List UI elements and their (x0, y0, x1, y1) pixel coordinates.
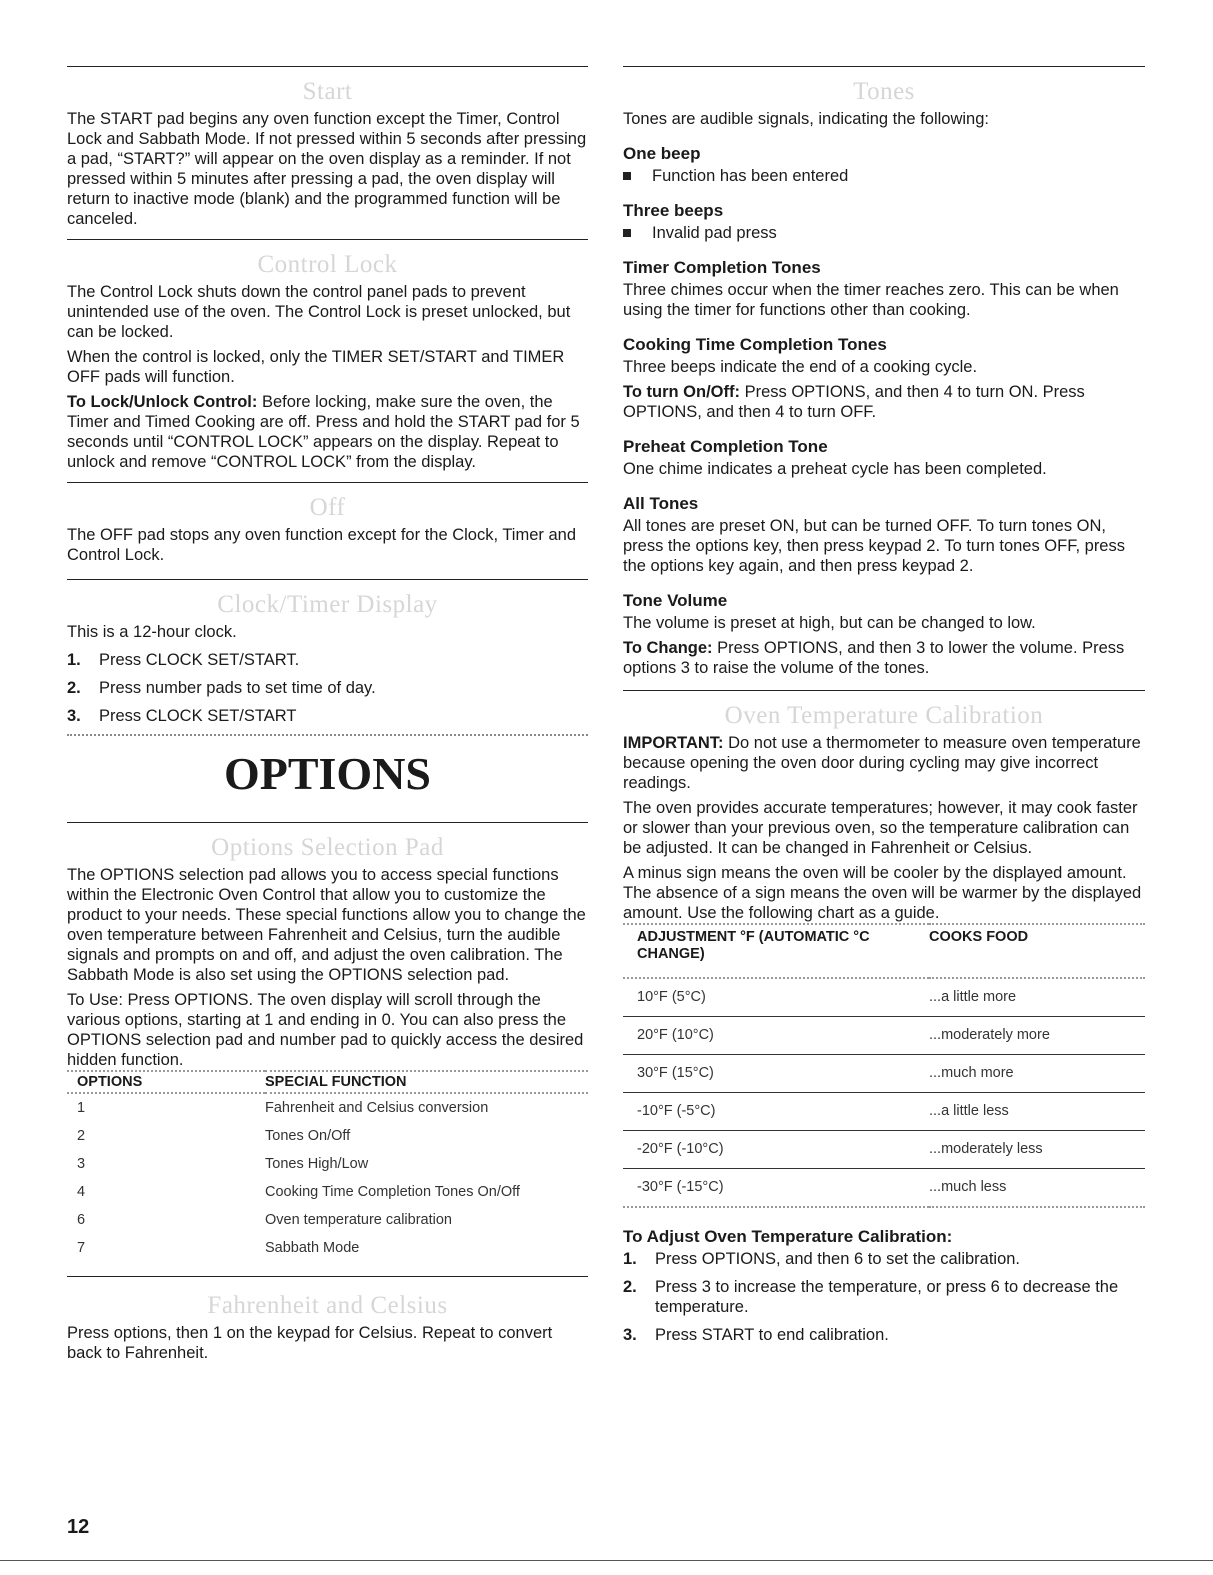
control-lock-body-1: The Control Lock shuts down the control panel pads to prevent unintended use of the oven. The Control Lock is preset unlocked, but can be locked. (67, 283, 571, 341)
timer-completion-body: Three chimes occur when the timer reaches zero. This can be when using the timer for functions other than cooking. (623, 281, 1119, 319)
start-body: The START pad begins any oven function except the Timer, Control Lock and Sabbath Mode. If not pressed within 5 seconds after pressing a pad, “START?” will appear on the oven display as a reminder. If not pressed within 5 minutes after pressing a pad, the oven display will return to inactive mode (blank) and the programmed function will be canceled. (67, 110, 587, 228)
to-change-text: Press OPTIONS, and then 3 to lower the volume. Press options 3 to raise the volume of the tones. (623, 639, 1125, 677)
to-change-paragraph (623, 638, 1145, 678)
column-header: SPECIAL FUNCTION (265, 1071, 588, 1093)
cooking-completion-heading: Cooking Time Completion Tones (623, 335, 887, 354)
section-divider (623, 690, 1145, 691)
tone-volume-heading: Tone Volume (623, 591, 728, 610)
cooks-food-value: ...moderately more (929, 1017, 1145, 1055)
list-item (623, 1325, 1145, 1345)
step-text: Press CLOCK SET/START. (99, 651, 300, 669)
clock-intro: This is a 12-hour clock. (67, 623, 237, 641)
options-pad-title: Options Selection Pad (211, 834, 444, 861)
important-paragraph (623, 733, 1145, 793)
options-pad-body-2: To Use: Press OPTIONS. The oven display will scroll through the various options, starting at 1 and ending in 0. You can also press the OPTIONS selection pad and number pad to quickly access the desired hidden function. (67, 991, 584, 1069)
adjustment-value: -20°F (-10°C) (623, 1131, 929, 1169)
adjustment-value: 10°F (5°C) (623, 978, 929, 1017)
table-row (67, 1206, 588, 1234)
off-body: The OFF pad stops any oven function except for the Clock, Timer and Control Lock. (67, 526, 577, 564)
section-divider (623, 66, 1145, 67)
adjustment-value: -30°F (-15°C) (623, 1169, 929, 1208)
list-item (623, 166, 1145, 186)
start-title: Start (302, 78, 353, 105)
turn-onoff-text: Press OPTIONS, and then 4 to turn ON. Press OPTIONS, and then 4 to turn OFF. (623, 383, 1085, 421)
cooks-food-value: ...much less (929, 1169, 1145, 1208)
section-divider (67, 822, 588, 823)
calibration-title: Oven Temperature Calibration (724, 702, 1044, 729)
fahrenheit-body: Press options, then 1 on the keypad for Celsius. Repeat to convert back to Fahrenheit. (67, 1324, 553, 1362)
table-row (623, 1169, 1145, 1208)
all-tones-body: All tones are preset ON, but can be turned OFF. To turn tones ON, press the options key, then press keypad 2. To turn tones OFF, press the options key again, and then press keypad 2. (623, 517, 1125, 575)
adjustment-value: 30°F (15°C) (623, 1055, 929, 1093)
adjustment-header-text: ADJUSTMENT °F (AUTOMATIC °C CHANGE) (637, 929, 870, 962)
options-pad-body-1: The OPTIONS selection pad allows you to access special functions within the Electronic Oven Control that allow you to customize the product to your needs. These special functions allow you to change the oven temperature between Fahrenheit and Celsius, turn the audible signals and prompts on and off, and adjust the oven calibration. The Sabbath Mode is also set using the OPTIONS selection pad. (67, 866, 586, 984)
tones-intro: Tones are audible signals, indicating the following: (623, 110, 989, 128)
to-change-label: To Change: (623, 639, 713, 657)
table-row (623, 1055, 1145, 1093)
turn-onoff-label: To turn On/Off: (623, 383, 740, 401)
clock-steps (67, 650, 588, 726)
cooks-food-value: ...a little less (929, 1093, 1145, 1131)
column-header (623, 924, 929, 978)
list-item (623, 223, 1145, 243)
turn-onoff-paragraph (623, 382, 1145, 422)
step-number: 3. (623, 1326, 637, 1344)
table-row (67, 1150, 588, 1178)
step-text: Press CLOCK SET/START (99, 707, 297, 725)
calibration-body-1: The oven provides accurate temperatures; however, it may cook faster or slower than your previous oven, so the temperature calibration can be adjusted. It can be changed in Fahrenheit or Celsius. (623, 799, 1138, 857)
calibration-table (623, 923, 1145, 1208)
column-header: COOKS FOOD (929, 924, 1145, 978)
cooking-completion-body: Three beeps indicate the end of a cooking cycle. (623, 358, 978, 376)
step-number: 1. (623, 1250, 637, 1268)
step-number: 2. (67, 679, 81, 697)
table-row (67, 1178, 588, 1206)
calibration-body-2: A minus sign means the oven will be cooler by the displayed amount. The absence of a sign means the oven will be warmer by the displayed amount. Use the following chart as a guide. (623, 864, 1142, 922)
section-divider (67, 239, 588, 240)
left-column (67, 66, 588, 1368)
important-label: IMPORTANT: (623, 734, 724, 752)
bullet-text: Function has been entered (652, 167, 849, 185)
calibration-steps (623, 1249, 1145, 1345)
list-item (623, 1249, 1145, 1269)
off-title: Off (309, 494, 346, 521)
table-row (623, 1131, 1145, 1169)
cooks-food-value: ...a little more (929, 978, 1145, 1017)
one-beep-heading: One beep (623, 144, 701, 163)
all-tones-heading: All Tones (623, 494, 699, 513)
tone-volume-body: The volume is preset at high, but can be changed to low. (623, 614, 1036, 632)
table-row (67, 1234, 588, 1262)
control-lock-title: Control Lock (257, 251, 398, 278)
fahrenheit-title: Fahrenheit and Celsius (207, 1292, 448, 1319)
table-row (67, 1122, 588, 1150)
lock-unlock-text: Before locking, make sure the oven, the Timer and Timed Cooking are off. Press and hold the START pad for 5 seconds until “CONTROL LOCK” appears on the display. Repeat to unlock and remove “CONTROL LOCK” from the display. (67, 393, 580, 471)
step-number: 1. (67, 651, 81, 669)
section-divider (67, 579, 588, 580)
table-row (67, 1093, 588, 1122)
section-divider (67, 734, 588, 736)
right-column (623, 66, 1145, 1353)
adjustment-value: -10°F (-5°C) (623, 1093, 929, 1131)
option-function: Fahrenheit and Celsius conversion (265, 1100, 489, 1116)
cooks-food-value: ...moderately less (929, 1131, 1145, 1169)
option-function: Cooking Time Completion Tones On/Off (265, 1184, 520, 1200)
option-number: 3 (77, 1156, 86, 1172)
option-function: Sabbath Mode (265, 1240, 360, 1256)
list-item (67, 650, 588, 670)
option-number: 6 (77, 1212, 86, 1228)
clock-title: Clock/Timer Display (217, 591, 438, 618)
step-text: Press 3 to increase the temperature, or press 6 to decrease the temperature. (655, 1278, 1119, 1316)
adjust-calibration-heading: To Adjust Oven Temperature Calibration: (623, 1227, 953, 1246)
list-item (67, 706, 588, 726)
step-text: Press OPTIONS, and then 6 to set the calibration. (655, 1250, 1021, 1268)
adjustment-value: 20°F (10°C) (623, 1017, 929, 1055)
control-lock-body-2: When the control is locked, only the TIMER SET/START and TIMER OFF pads will function. (67, 348, 565, 386)
list-item (623, 1277, 1145, 1317)
bullet-square-icon (623, 229, 631, 237)
option-number: 1 (77, 1100, 86, 1116)
options-heading: OPTIONS (223, 748, 432, 799)
section-divider (67, 66, 588, 67)
option-number: 2 (77, 1128, 86, 1144)
timer-completion-heading: Timer Completion Tones (623, 258, 821, 277)
step-number: 3. (67, 707, 81, 725)
option-function: Oven temperature calibration (265, 1212, 452, 1228)
bullet-text: Invalid pad press (652, 224, 777, 242)
options-table (67, 1070, 588, 1262)
section-divider (67, 1276, 588, 1277)
option-number: 4 (77, 1184, 86, 1200)
lock-unlock-paragraph (67, 392, 588, 472)
table-header-row (67, 1071, 588, 1093)
preheat-body: One chime indicates a preheat cycle has been completed. (623, 460, 1047, 478)
list-item (67, 678, 588, 698)
option-function: Tones On/Off (265, 1128, 351, 1144)
option-function: Tones High/Low (265, 1156, 369, 1172)
step-text: Press number pads to set time of day. (99, 679, 376, 697)
step-text: Press START to end calibration. (655, 1326, 889, 1344)
column-header: OPTIONS (67, 1071, 265, 1093)
table-header-row (623, 924, 1145, 978)
bullet-square-icon (623, 172, 631, 180)
page-bottom-divider (0, 1560, 1213, 1561)
table-row (623, 1093, 1145, 1131)
table-row (623, 978, 1145, 1017)
tones-title: Tones (853, 78, 915, 105)
preheat-heading: Preheat Completion Tone (623, 437, 828, 456)
three-beeps-heading: Three beeps (623, 201, 724, 220)
option-number: 7 (77, 1240, 86, 1256)
lock-unlock-label: To Lock/Unlock Control: (67, 393, 258, 411)
step-number: 2. (623, 1278, 637, 1296)
page-number: 12 (67, 1516, 90, 1538)
cooks-food-value: ...much more (929, 1055, 1145, 1093)
section-divider (67, 482, 588, 483)
important-text: Do not use a thermometer to measure oven temperature because opening the oven door during cycling may give incorrect readings. (623, 734, 1141, 792)
table-row (623, 1017, 1145, 1055)
